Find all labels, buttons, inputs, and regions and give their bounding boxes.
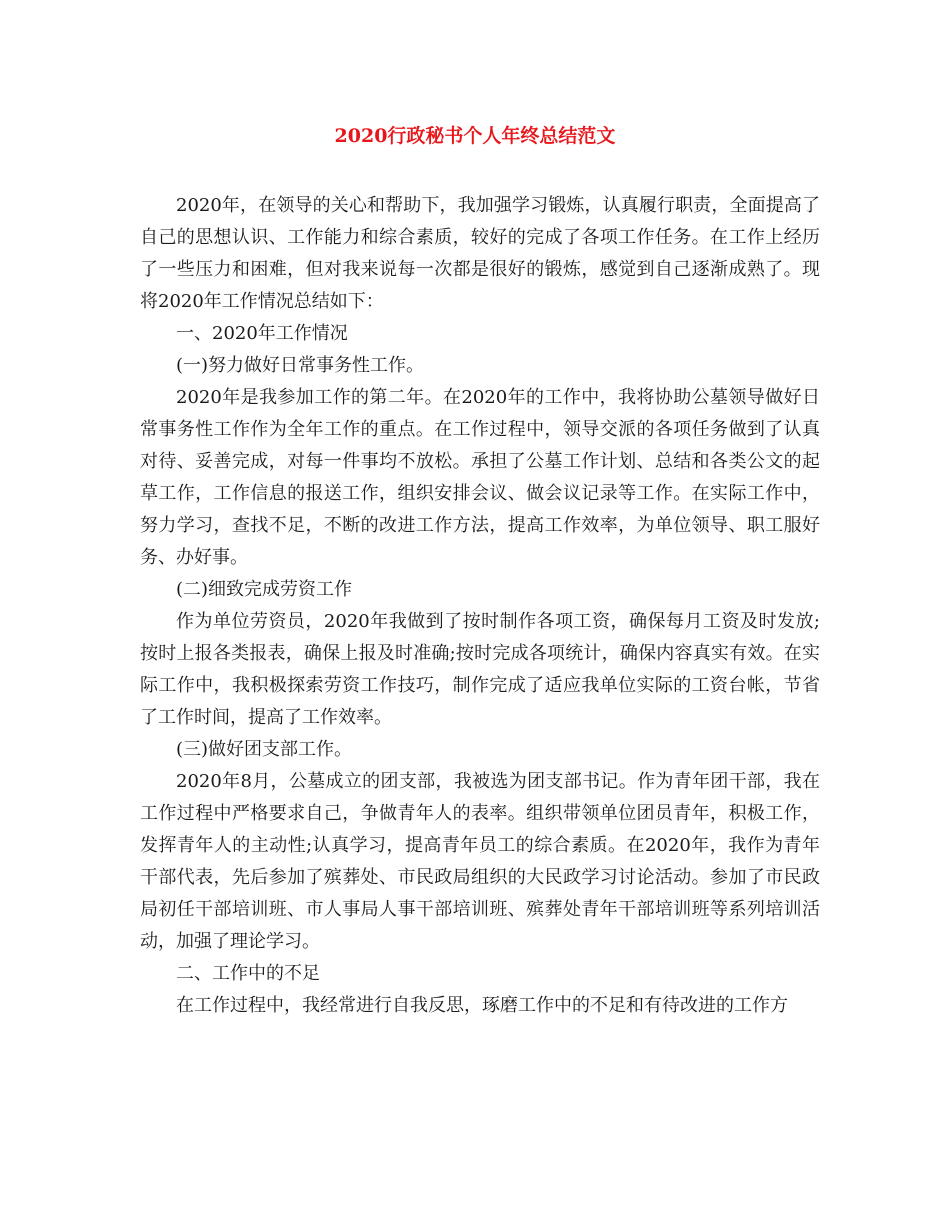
- paragraph-payroll: 作为单位劳资员，2020年我做到了按时制作各项工资，确保每月工资及时发放;按时上报各类报表，确保上报及时准确;按时完成各项统计，确保内容真实有效。在实际工作中，我积极探索劳资工作技巧，制作完成了适应我单位实际的工资台帐，节省了工作时间，提高了工作效率。: [140, 611, 820, 728]
- subsection-heading-payroll: (二)细致完成劳资工作: [176, 579, 353, 600]
- section-heading-work-status: 一、2020年工作情况: [176, 323, 348, 344]
- subsection-heading-youth-league: (三)做好团支部工作。: [176, 739, 353, 760]
- document-title: 2020行政秘书个人年终总结范文: [334, 125, 616, 147]
- section-heading-shortcomings: 二、工作中的不足: [176, 963, 320, 984]
- paragraph-shortcomings: 在工作过程中，我经常进行自我反思，琢磨工作中的不足和有待改进的工作方: [176, 995, 788, 1016]
- document-body: [140, 190, 820, 1022]
- paragraph-intro: 2020年，在领导的关心和帮助下，我加强学习锻炼，认真履行职责，全面提高了自己的思想认识、工作能力和综合素质，较好的完成了各项工作任务。在工作上经历了一些压力和困难，但对我来说每一次都是很好的锻炼，感觉到自己逐渐成熟了。现将2020年工作情况总结如下：: [140, 195, 820, 312]
- paragraph-daily-affairs: 2020年是我参加工作的第二年。在2020年的工作中，我将协助公墓领导做好日常事务性工作作为全年工作的重点。在工作过程中，领导交派的各项任务做到了认真对待、妥善完成，对每一件事均不放松。承担了公墓工作计划、总结和各类公文的起草工作，工作信息的报送工作，组织安排会议、做会议记录等工作。在实际工作中，努力学习，查找不足，不断的改进工作方法，提高工作效率，为单位领导、职工服好务、办好事。: [140, 387, 820, 568]
- paragraph-youth-league: 2020年8月，公墓成立的团支部，我被选为团支部书记。作为青年团干部，我在工作过程中严格要求自己，争做青年人的表率。组织带领单位团员青年，积极工作，发挥青年人的主动性;认真学习，提高青年员工的综合素质。在2020年，我作为青年干部代表，先后参加了殡葬处、市民政局组织的大民政学习讨论活动。参加了市民政局初任干部培训班、市人事局人事干部培训班、殡葬处青年干部培训班等系列培训活动，加强了理论学习。: [140, 771, 820, 952]
- subsection-heading-daily-affairs: (一)努力做好日常事务性工作。: [176, 355, 425, 376]
